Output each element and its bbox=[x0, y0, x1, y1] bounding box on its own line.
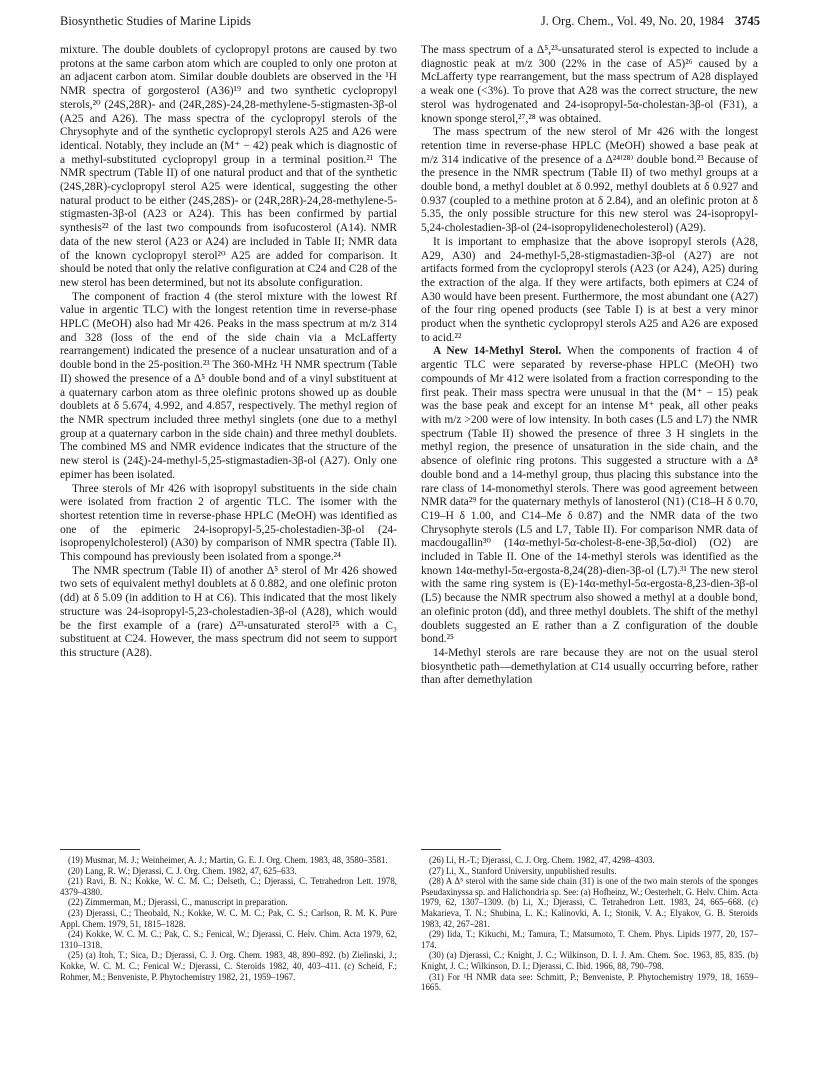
footnote: (21) Ravi, B. N.; Kokke, W. C. M. C.; Delseth, C.; Djerassi, C. Tetrahedron Lett. 1978, 4379–4380. bbox=[60, 876, 397, 897]
footnote: (29) Iida, T.; Kikuchi, M.; Tamura, T.; Matsumoto, T. Chem. Phys. Lipids 1977, 20, 157–174. bbox=[421, 929, 758, 950]
footnote: (31) For ¹H NMR data see: Schmitt, P.; Benveniste, P. Phytochemistry 1979, 18, 1659–1665. bbox=[421, 971, 758, 993]
footnote: (24) Kokke, W. C. M. C.; Pak, C. S.; Fenical, W.; Djerassi, C. Helv. Chim. Acta 1979, 62, 1310–1318. bbox=[60, 929, 397, 950]
footnote: (22) Zimmerman, M.; Djerassi, C., manuscript in preparation. bbox=[68, 897, 288, 908]
footnotes-left bbox=[60, 855, 397, 982]
body-paragraph: The component of fraction 4 (the sterol mixture with the lowest Rf value in argentic TLC) with the longest retention time in reverse-phase HPLC (MeOH) also had Mr 426. Peaks in the mass spectrum at m/z 314 and 328 (loss of the end of the side chain via a McLafferty rearrangement) indicated the presence of a nuclear unsaturation and of a double bond in the 25-position.²³ The 360-MHz ¹H NMR spectrum (Table II) showed the presence of a Δ⁵ double bond and of a vinyl substituent at a quaternary carbon atom as three olefinic protons showed up as double doublets at δ 5.674, 4.992, and 4.857, respectively. The methyl region of the NMR spectrum included three methyl singlets (one due to a methyl group at a quaternary carbon in the side chain) and three methyl doublets. The combined MS and NMR evidence indicates that the structure of the new sterol is (24ξ)-24-methyl-5,25-stigmastadien-3β-ol (A27). Only one epimer has been isolated. bbox=[60, 290, 397, 481]
body-paragraph: mixture. The double doublets of cyclopropyl protons are caused by two protons at the same carbon atom which are coupled to only one proton at an adjacent carbon atom. Similar double doublets are observed in the ¹H NMR spectra of gorgosterol (A36)¹⁹ and two synthetic cyclopropyl sterols,²⁰ (24S,28R)- and (24R,28S)-24,28-methylene-5-stigmasten-3β-ol (A25 and A26). The mass spectra of the cyclopropyl sterols of the Chrysophyte and of the synthetic cyclopropyl sterols A25 and A26 were identical. Notably, they include an (M⁺ − 42) peak which is diagnostic of a methyl-substituted cyclopropyl group in a terminal position.²¹ The NMR spectrum (Table II) of one natural product and that of the synthetic (24S,28R)-cyclopropyl sterol A25 were identical, suggesting the other natural product to be either (24S,28S)- or (24R,28R)-24,28-methylene-5-stigmasten-3β-ol (A23 or A24). This has been confirmed by partial synthesis²² of the last two compounds from isofucosterol (A14). NMR data of the new sterol (A23 or A24) are included in Table II; NMR data of the known cyclopropyl sterol²⁰ A25 are added for comparison. It should be noted that only the relative configuration at C24 and C28 of the new sterol has been determined, but not its absolute configuration. bbox=[60, 44, 397, 289]
running-title: Biosynthetic Studies of Marine Lipids bbox=[60, 14, 251, 28]
footnote: (30) (a) Djerassi, C.; Knight, J. C.; Wilkinson, D. I. J. Am. Chem. Soc. 1963, 85, 835. (b) Knight, J. C.; Wilkinson, D. I.; Djerassi, C. Ibid. 1966, 88, 790–798. bbox=[421, 950, 758, 971]
footnote: (25) (a) Itoh, T.; Sica, D.; Djerassi, C. J. Org. Chem. 1983, 48, 890–892. (b) Zielinski, J.; Kokke, W. C. M. C.; Fenical W.; Djerassi, C. Steroids 1982, 40, 403–411. (c) Scheid, F.; Rohmer, M.; Benveniste, P. Phytochemistry 1982, 21, 1959–1967. bbox=[60, 950, 397, 982]
section-heading: A New 14-Methyl Sterol. bbox=[433, 345, 562, 358]
footnote: (28) A Δ⁵ sterol with the same side chain (31) is one of the two main sterols of the sponges Pseudaxinyssa sp. and Halichondria sp. See: (a) Hofheinz, W.; Oesterhelt, G. Helv. Chim. Acta 1979, 62, 1307–1309. (b) Li, X.; Djerassi, C. Tetrahedron Lett. 1983, 24, 665–668. (c) Makarieva, T. N.; Shubina, L. K.; Kalinovki, A. I.; Stonik, V. A.; Elyakov, G. B. Steroids 1983, 42, 267–281. bbox=[421, 876, 758, 929]
right-text-column bbox=[421, 44, 758, 688]
body-paragraph: The mass spectrum of a Δ⁵,²³-unsaturated sterol is expected to include a diagnostic peak at m/z 300 (22% in the case of A5)²⁶ caused by a McLafferty type rearrangement, but the mass spectrum of A28 displayed a weak one (<3%). To prove that A28 was the correct structure, the new sterol was hydrogenated and 24-isopropyl-5α-cholestan-3β-ol (F31), a known sponge sterol,²⁷,²⁸ was obtained. bbox=[421, 44, 758, 125]
left-text-column bbox=[60, 44, 397, 661]
body-paragraph: The mass spectrum of the new sterol of Mr 426 with the longest retention time in reverse-phase HPLC (MeOH) showed a base peak at m/z 314 indicative of the presence of a Δ²⁴⁽²⁸⁾ double bond.²³ Because of the presence in the NMR spectrum (Table II) of two methyl groups at a double bond, a methyl doublet at δ 0.992, methyl doublets at δ 0.927 and 0.937 (coupled to a methine proton at δ 2.84), and an olefinic proton at δ 5.35, the only possible structure for this new sterol was 24-isopropyl-5,24-cholestadien-3β-ol (24-isopropylidenecholesterol) (A29). bbox=[421, 126, 758, 235]
footnote: (26) Li, H.-T.; Djerassi, C. J. Org. Chem. 1982, 47, 4298–4303. bbox=[429, 855, 655, 865]
footnote-rule-left bbox=[60, 849, 140, 850]
body-paragraph: It is important to emphasize that the above isopropyl sterols (A28, A29, A30) and 24-methyl-5,28-stigmastadien-3β-ol (A27) are not artifacts formed from the cyclopropyl sterols (A23 (or A24), A25) during the extraction of the alga. If they were artifacts, both epimers at C24 of A30 would have been present. Furthermore, the most abundant one (A27) of the four ring opened products (see Table I) is at best a very minor product when the synthetic cyclopropyl sterols A25 and A26 are exposed to acid.²² bbox=[421, 235, 758, 344]
footnote-rule-right bbox=[421, 849, 501, 850]
footnotes-right bbox=[421, 855, 758, 993]
footnote: (19) Musmar, M. J.; Weinheimer, A. J.; Martin, G. E. J. Org. Chem. 1983, 48, 3580–3581. bbox=[68, 855, 388, 865]
section-paragraph bbox=[421, 345, 758, 646]
journal-citation bbox=[541, 14, 760, 29]
running-header bbox=[60, 14, 760, 34]
body-paragraph: The NMR spectrum (Table II) of another Δ⁵ sterol of Mr 426 showed two sets of equivalent methyl doublets at δ 0.882, and one olefinic proton (dd) at δ 5.09 (in addition to H at C6). This indicated that the most likely structure was 24-isopropyl-5,23-cholestadien-3β-ol (A28), which would be the first example of a (rare) Δ²³-unsaturated sterol²⁵ with a C₃ substituent at C24. However, the mass spectrum did not seem to support this structure (A28). bbox=[60, 564, 397, 659]
footnote: (20) Lang, R. W.; Djerassi, C. J. Org. Chem. 1982, 47, 625–633. bbox=[68, 865, 297, 876]
body-paragraph: 14-Methyl sterols are rare because they are not on the usual sterol biosynthetic path—demethylation at C14 usually occurring before, rather than after demethylation bbox=[421, 646, 758, 687]
body-paragraph: Three sterols of Mr 426 with isopropyl substituents in the side chain were isolated from fraction 2 of argentic TLC. The isomer with the shortest retention time in reverse-phase HPLC (MeOH) was identified as one of the epimeric 24-isopropyl-5,25-cholestadien-3β-ol (24-isopropenylcholesterol) (A30) by comparison of NMR spectra (Table II). This compound has previously been isolated from a sponge.²⁴ bbox=[60, 482, 397, 564]
page-number: 3745 bbox=[735, 14, 760, 28]
section-body: When the components of fraction 4 of argentic TLC were separated by reverse-phase HPLC (MeOH) two compounds of Mr 412 were isolated from a fraction corresponding to the first peak. Their mass spectra were unusual in that the (M⁺ − 15) peak was the base peak and except for an intense M⁺ peak, all other peaks with m/z >200 were of low intensity. In both cases (L5 and L7) the NMR spectrum (Table II) showed the presence of three 3 H singlets in the methyl region, the presence of unsaturation in the side chain, and the absence of olefinic ring protons. This suggested a structure with a Δ⁸ double bond and a 14-methyl group, thus placing this substance into the rare class of 14-monomethyl sterols. There was good agreement between NMR data²⁹ for the quaternary methyls of lanosterol (N1) (C18–H δ 0.70, C19–H δ 1.00, and C14–Me δ 0.87) and the NMR data of the two Chrysophyte sterols (L5 and L7, Table II). For comparison NMR data of macdougallin³⁰ (14α-methyl-5α-cholest-8-ene-3β,5α-diol) (O2) are included in Table II. One of the 14-methyl sterols was identified as the known 14α-methyl-5α-ergosta-8,24(28)-dien-3β-ol (L7).³¹ The new sterol with the same ring system is (E)-14α-methyl-5α-ergosta-8,23-dien-3β-ol (L5) because the NMR spectrum also showed a methyl at a double bond, an olefinic proton (dd), and three methyl doublets. The shift of the methyl doublets suggested an E rather than a Z configuration of the double bond.²⁵ bbox=[421, 345, 758, 646]
footnote: (23) Djerassi, C.; Theobald, N.; Kokke, W. C. M. C.; Pak, C. S.; Carlson, R. M. K. Pure Appl. Chem. 1979, 51, 1815–1828. bbox=[60, 907, 397, 929]
journal-name: J. Org. Chem., Vol. 49, No. 20, 1984 bbox=[540, 14, 724, 28]
footnote: (27) Li, X., Stanford University, unpublished results. bbox=[429, 865, 617, 876]
